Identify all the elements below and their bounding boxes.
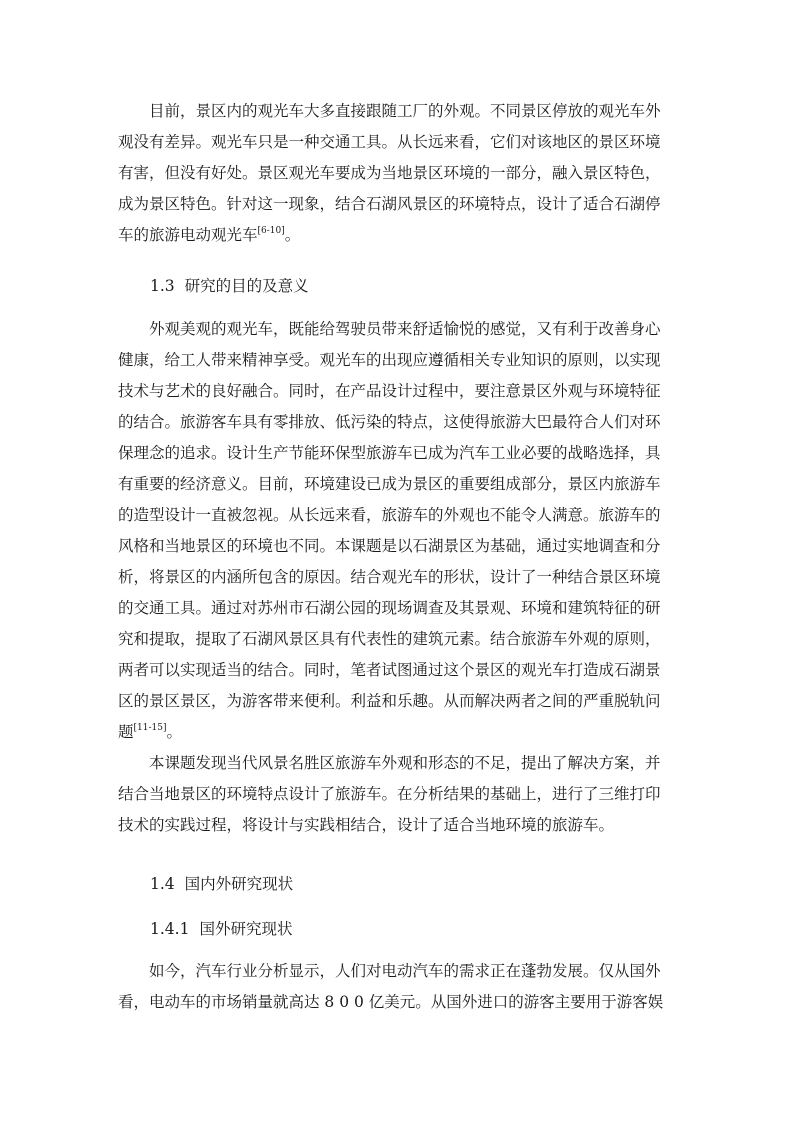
text-fragment: 。 — [166, 723, 182, 741]
citation: [6-10] — [257, 226, 285, 236]
section-title: 研究的目的及意义 — [184, 277, 309, 295]
text-fragment: 车的旅游电动观光车 — [118, 226, 258, 244]
section-title: 国内外研究现状 — [184, 875, 294, 893]
text-line: 看，电动车的市场销量就高达 8 0 0 亿美元。从国外进口的游客主要用于游客娱 — [118, 993, 664, 1011]
citation: [11-15] — [133, 723, 167, 733]
text-line: 两者可以实现适当的结合。同时，笔者试图通过这个景区的观光车打造成石湖景 — [118, 661, 661, 679]
section-heading-1-3 — [150, 275, 309, 297]
text-line: 有重要的经济意义。目前，环境建设已成为景区的重要组成部分，景区内旅游车 — [118, 475, 661, 493]
text-line: 的结合。旅游客车具有零排放、低污染的特点，这使得旅游大巴最符合人们对环 — [118, 413, 661, 431]
text-fragment: 题 — [118, 723, 134, 741]
paragraph-summary — [118, 748, 678, 841]
text-line: 有害，但没有好处。景区观光车要成为当地景区环境的一部分，融入景区特色， — [118, 164, 661, 182]
text-line: 外观美观的观光车，既能给驾驶员带来舒适愉悦的感觉，又有利于改善身心 — [149, 320, 661, 338]
text-line: 本课题发现当代风景名胜区旅游车外观和形态的不足，提出了解决方案，并 — [149, 754, 661, 772]
text-line: 成为景区特色。针对这一现象，结合石湖风景区的环境特点，设计了适合石湖停 — [118, 195, 661, 213]
text-line: 健康，给工人带来精神享受。观光车的出现应遵循相关专业知识的原则，以实现 — [118, 351, 661, 369]
section-heading-1-4-1 — [150, 918, 292, 940]
text-line: 的交通工具。通过对苏州市石湖公园的现场调查及其景观、环境和建筑特征的研 — [118, 599, 661, 617]
text-line: 析，将景区的内涵所包含的原因。结合观光车的形状，设计了一种结合景区环境 — [118, 568, 661, 586]
section-heading-1-4 — [150, 873, 293, 895]
text-line: 技术的实践过程，将设计与实践相结合，设计了适合当地环境的旅游车。 — [118, 816, 615, 834]
section-number: 1.3 — [150, 277, 175, 295]
text-line: 目前，景区内的观光车大多直接跟随工厂的外观。不同景区停放的观光车外 — [149, 102, 661, 120]
paragraph-purpose — [118, 314, 678, 748]
text-line: 区的景区景区，为游客带来便利。利益和乐趣。从而解决两者之间的严重脱轨问 — [118, 692, 661, 710]
text-line: 如今，汽车行业分析显示，人们对电动汽车的需求正在蓬勃发展。仅从国外 — [149, 962, 661, 980]
text-line: 的造型设计一直被忽视。从长远来看，旅游车的外观也不能令人满意。旅游车的 — [118, 506, 661, 524]
text-line: 技术与艺术的良好融合。同时，在产品设计过程中，要注意景区外观与环境特征 — [118, 382, 661, 400]
section-title: 国外研究现状 — [199, 920, 293, 938]
text-line: 观没有差异。观光车只是一种交通工具。从长远来看，它们对该地区的景区环境 — [118, 133, 661, 151]
text-fragment: 。 — [284, 226, 301, 244]
text-line — [118, 220, 678, 251]
text-line: 保理念的追求。设计生产节能环保型旅游车已成为汽车工业必要的战略选择，具 — [118, 444, 661, 462]
section-number: 1.4 — [150, 875, 175, 893]
text-line — [118, 717, 678, 748]
text-line: 风格和当地景区的环境也不同。本课题是以石湖景区为基础，通过实地调查和分 — [118, 537, 661, 555]
section-number: 1.4.1 — [150, 920, 190, 938]
paragraph-intro — [118, 96, 678, 251]
paragraph-foreign-research — [118, 956, 678, 1018]
text-line: 结合当地景区的环境特点设计了旅游车。在分析结果的基础上，进行了三维打印 — [118, 785, 661, 803]
text-line: 究和提取，提取了石湖风景区具有代表性的建筑元素。结合旅游车外观的原则， — [118, 630, 661, 648]
